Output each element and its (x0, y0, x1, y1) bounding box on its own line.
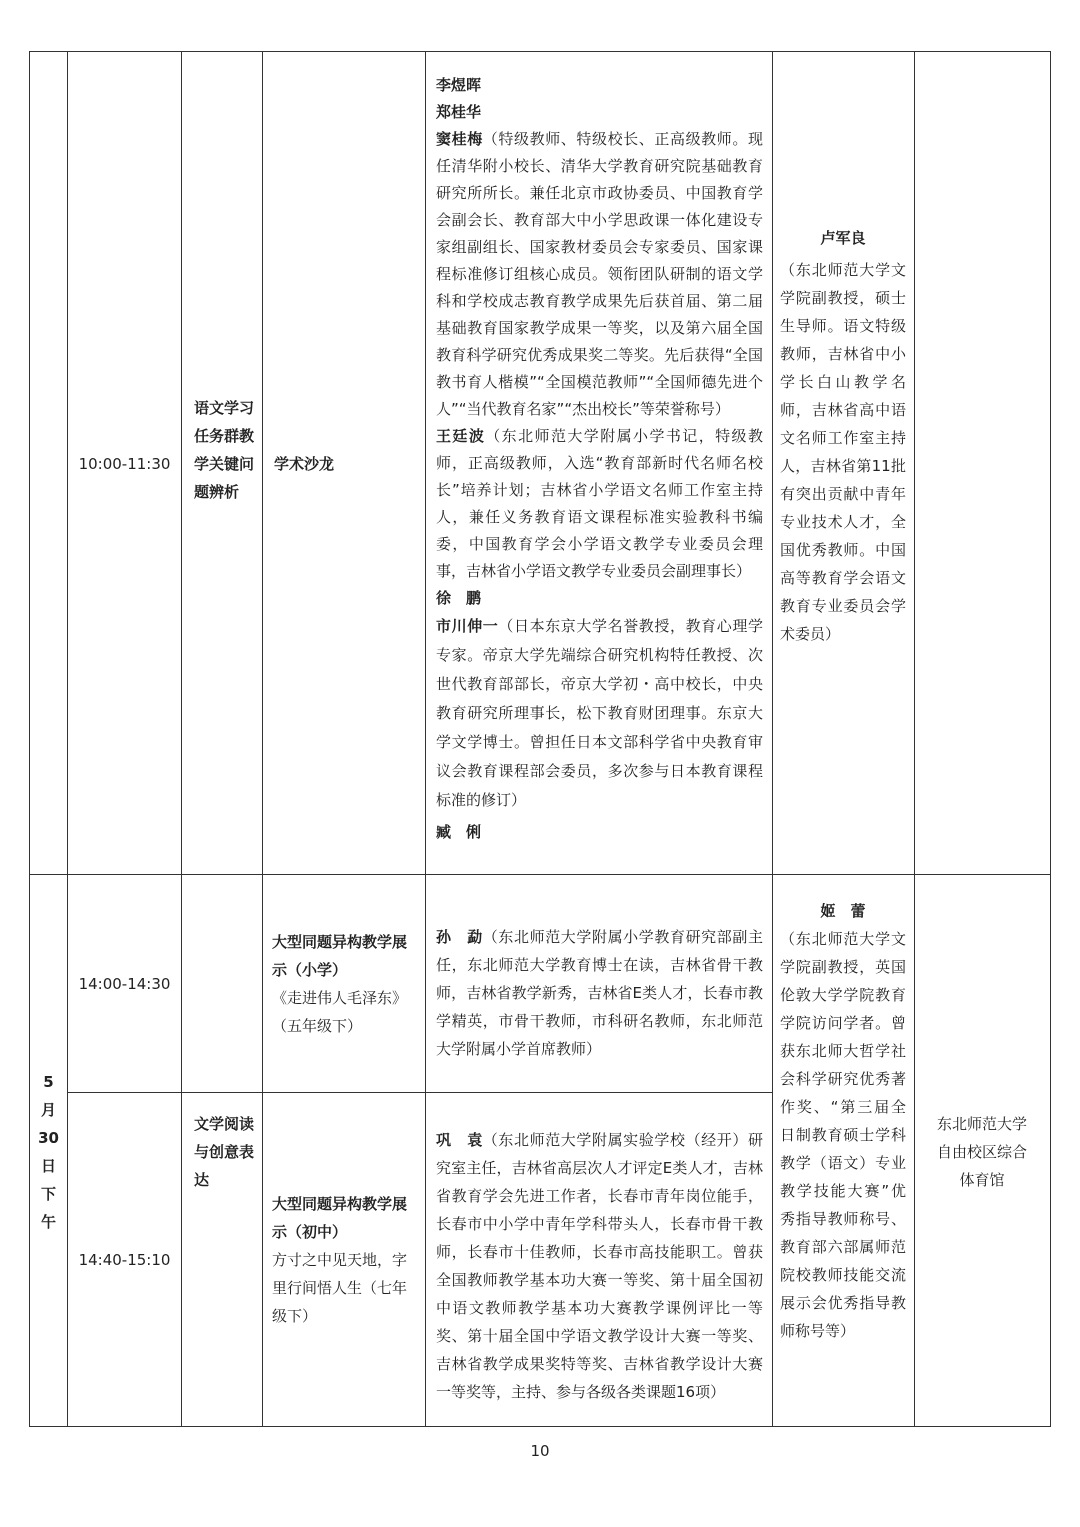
table-border-top (29, 51, 1051, 52)
host-desc: （东北师范大学文学院副教授，英国伦敦大学学院教育学院访问学者。曾获东北师大哲学社会科学研究优秀著作奖、“第三届全日制教育硕士学科教学（语文）专业教学技能大赛”优秀指导教师称号、教育部六部属师范院校教师技能交流展示会优秀指导教师称号等） (780, 930, 906, 1340)
guest-entry (436, 423, 763, 585)
table-border-right (1050, 51, 1051, 1427)
page-number: 10 (530, 1442, 550, 1460)
teacher-desc: （东北师范大学附属小学教育研究部副主任，东北师范大学教育博士在读，吉林省骨干教师，吉林省教学新秀，吉林省E类人才，长春市教学精英，市骨干教师，市科研名教师，东北师范大学附属小学首席教师） (436, 928, 763, 1058)
guest-name: 李煜晖 (436, 76, 482, 94)
guest-entry (436, 819, 763, 846)
guest-desc: （日本东京大学名誉教授，教育心理学专家。帝京大学先端综合研究机构特任教授、次世代教育部部长，帝京大学初・高中校长，中央教育研究所理事长，松下教育财团理事。东京大学文学博士。曾担任日本文部科学省中央教育审议会教育课程部会委员，多次参与日本教育课程标准的修订） (436, 617, 763, 809)
guest-entry (436, 126, 763, 423)
guest-entry (436, 612, 763, 815)
row2-venue: 东北师范大学自由校区综合体育馆 (936, 1115, 1027, 1189)
table-border-bottom (29, 1426, 1051, 1427)
row-divider (29, 874, 1051, 875)
col-divider (262, 51, 263, 1427)
row1-topic: 语文学习任务群教学关键问题辨析 (194, 399, 255, 501)
row1-time: 10:00-11:30 (78, 455, 171, 473)
guest-desc: （东北师范大学附属小学书记，特级教师，正高级教师，入选“教育部新时代名师名校长”培养计划；吉林省小学语文名师工作室主持人，兼任义务教育语文课程标准实验教科书编委，中国教育学会小学语文教学专业委员会理事，吉林省小学语文教学专业委员会副理事长） (436, 427, 763, 580)
col-divider (181, 51, 182, 1427)
guest-name: 郑桂华 (436, 103, 482, 121)
guest-entry (436, 99, 763, 126)
date-char: 日 (40, 1157, 56, 1175)
col-divider (425, 51, 426, 1427)
col-divider (914, 51, 915, 1427)
date-char: 30 (38, 1129, 59, 1147)
row2-date (30, 1068, 67, 1236)
row2-topic: 文学阅读与创意表达 (194, 1115, 255, 1189)
row1-form: 学术沙龙 (274, 455, 335, 473)
session1-time: 14:00-14:30 (78, 975, 171, 993)
form-title: 大型同题异构教学展示（小学） (272, 933, 408, 979)
date-char: 5 (43, 1073, 54, 1091)
guest-name: 臧 俐 (436, 823, 482, 841)
form-subtitle: 方寸之中见天地，字里行间悟人生（七年级下） (272, 1251, 408, 1325)
session2-form (272, 1190, 418, 1330)
col-divider (772, 51, 773, 1427)
teacher-name: 孙 勐 (436, 928, 483, 946)
teacher-name: 巩 袁 (436, 1131, 483, 1149)
date-char: 下 (40, 1185, 56, 1203)
row2-host (780, 897, 906, 1345)
guest-name: 王廷波 (436, 427, 486, 445)
guest-name: 窦桂梅 (436, 130, 483, 148)
session2-teacher (436, 1126, 763, 1406)
guest-name: 徐 鹏 (436, 589, 482, 607)
guest-entry (436, 72, 763, 99)
date-char: 月 (40, 1101, 56, 1119)
date-char: 午 (40, 1213, 56, 1231)
host-name: 姬 蕾 (820, 902, 866, 920)
teacher-desc: （东北师范大学附属实验学校（经开）研究室主任，吉林省高层次人才评定E类人才，吉林省教育学会先进工作者，长春市青年岗位能手，长春市中小学中青年学科带头人，长春市骨干教师，长春市十佳教师，长春市高技能职工。曾获全国教师教学基本功大赛一等奖、第十届全国初中语文教师教学基本功大赛教学课例评比一等奖、第十届全国中学语文教学设计大赛一等奖、吉林省教学成果奖特等奖、吉林省教学设计大赛一等奖等，主持、参与各级各类课题16项） (436, 1131, 763, 1401)
form-title: 大型同题异构教学展示（初中） (272, 1195, 408, 1241)
host-desc: （东北师范大学文学院副教授，硕士生导师。语文特级教师，吉林省中小学长白山教学名师，吉林省高中语文名师工作室主持人，吉林省第11批有突出贡献中青年专业技术人才，全国优秀教师。中国高等教育学会语文教育专业委员会学术委员） (780, 261, 906, 643)
form-subtitle: 《走进伟人毛泽东》（五年级下） (272, 989, 408, 1035)
guest-desc: （特级教师、特级校长、正高级教师。现任清华附小校长、清华大学教育研究院基础教育研究所所长。兼任北京市政协委员、中国教育学会副会长、教育部大中小学思政课一体化建设专家组副组长、国家教材委员会专家委员、国家课程标准修订组核心成员。领衔团队研制的语文学科和学校成志教育教学成果先后获首届、第二届基础教育国家教学成果一等奖，以及第六届全国教育科学研究优秀成果奖二等奖。先后获得“全国教书育人楷模”“全国模范教师”“全国师德先进个人”“当代教育名家”“杰出校长”等荣誉称号） (436, 130, 763, 418)
guest-name: 市川伸一 (436, 617, 499, 635)
session1-teacher (436, 923, 763, 1063)
session2-time: 14:40-15:10 (78, 1251, 171, 1269)
guest-entry (436, 585, 763, 612)
row1-guests (436, 72, 763, 846)
row1-host (780, 224, 906, 648)
col-divider (67, 51, 68, 1427)
session1-form (272, 928, 418, 1040)
host-name: 卢军良 (820, 229, 866, 247)
session-divider (67, 1092, 773, 1093)
